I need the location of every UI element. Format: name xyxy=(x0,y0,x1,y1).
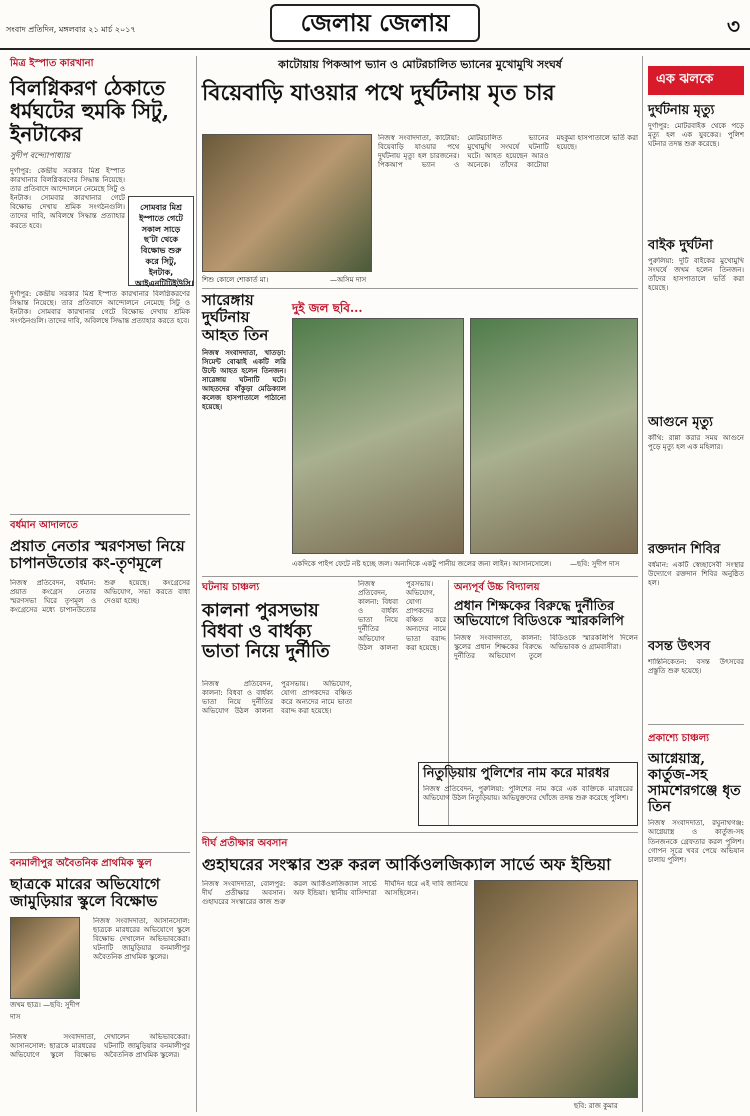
story-body: নিজস্ব প্রতিবেদন, কালনা: বিধবা ও বার্ধক্য ভাতা নিয়ে দুর্নীতির অভিযোগ উঠল কালনা পুরসভায়। অভিযোগ, যোগ্য প্রাপকদের বঞ্চিত করে অন্যদের নামে ভাতা বরাদ্দ করা হয়েছে। xyxy=(202,680,352,716)
story-headline[interactable]: প্রয়াত নেতার স্মরণসভা নিয়ে চাপানউতোর কং-তৃণমূলে xyxy=(10,537,185,573)
headmaster-story xyxy=(454,580,638,746)
story-body: নিজস্ব সংবাদদাতা, রঘুনাথগঞ্জ: আগ্নেয়াস্ত্র ও কার্তুজ-সহ তিনজনকে গ্রেফতার করল পুলিশ। গোপন সূত্রে খবর পেয়ে অভিযান চালায় পুলিশ। xyxy=(648,819,744,864)
story-headline[interactable]: ছাত্রকে মারের অভিযোগে জামুড়িয়ার স্কুলে বিক্ষোভ xyxy=(10,875,160,911)
photo-caption: জখম ছাত্র। —ছবি: সুদীপ দাস xyxy=(10,1000,80,1021)
brief-text: পুরুলিয়া: দুটি বাইকের মুখোমুখি সংঘর্ষে জখম হলেন তিনজন। তাঁদের হাসপাতালে ভর্তি করা হয়েছে। xyxy=(648,257,744,293)
brief-title[interactable]: বসন্ত উৎসব xyxy=(648,639,711,654)
story-divider xyxy=(648,724,744,725)
brief-text: দুর্গাপুর: মোটরবাইক থেকে পড়ে মৃত্যু হল এক যুবকের। পুলিশ ঘটনার তদন্ত শুরু করেছে। xyxy=(648,122,744,149)
story-headline[interactable]: কালনা পুরসভায় বিধবা ও বার্ধক্য ভাতা নিয়ে দুর্নীতি xyxy=(202,600,330,663)
brief-item xyxy=(648,637,744,718)
right-column xyxy=(648,56,744,989)
brief-text: শান্তিনিকেতন: বসন্ত উৎসবের প্রস্তুতি শুরু হয়েছে। xyxy=(648,658,744,676)
story-divider xyxy=(202,832,638,833)
story-body-cont: নিজস্ব সংবাদদাতা, আসানসোল: ছাত্রকে মারধরের অভিযোগে স্কুলে বিক্ষোভ দেখালেন অভিভাবকেরা। ঘটনাটি জামুড়িয়ার বনমালীপুর অবৈতনিক প্রাথমিক স্কুলের। xyxy=(10,1032,190,1059)
photo-feature-title: দুই জল ছবি... xyxy=(292,301,363,315)
story-body: নিজস্ব প্রতিবেদন, পুরুলিয়া: পুলিশের নাম করে এক ব্যক্তিকে মারধরের অভিযোগ উঠল নিতুড়িয়ায়। অভিযুক্তদের খোঁজে তদন্ত শুরু করেছে পুলিশ। xyxy=(423,784,633,803)
story-body: নিজস্ব সংবাদদাতা, কাটোয়া: বিয়েবাড়ি যাওয়ার পথে দুর্ঘটনায় মৃত্যু হল চারজনের। পিকআপ ভ্যান ও মোটরচালিত ভ্যানের মুখোমুখি সংঘর্ষে ঘটনাটি ঘটে। আহত হয়েছেন আরও অনেকে। তাঁদের কাটোয়া মহকুমা হাসপাতালে ভর্তি করা হয়েছে। xyxy=(378,134,638,170)
story-headline[interactable]: আগ্নেয়াস্ত্র, কার্তুজ-সহ সামশেরগঞ্জে ধৃত তিন xyxy=(648,751,741,816)
story-kicker: বনমালীপুর অবৈতনিক প্রাথমিক স্কুল xyxy=(10,858,152,869)
brief-item xyxy=(648,236,744,407)
center-column xyxy=(202,56,638,106)
story-body-cont: দুর্গাপুর: কেন্দ্রীয় সরকার মিশ্র ইস্পাত কারখানার বিলগ্নিকরণের সিদ্ধান্ত নিয়েছে। তার প্রতিবাদে আন্দোলনে নেমেছে সিটু ও ইনটাক। সোমবার কারখানার গেটে বিক্ষোভ দেখায় শ্রমিক সংগঠনগুলি। তাদের দাবি, অবিলম্বে সিদ্ধান্ত প্রত্যাহার করতে হবে। xyxy=(10,290,190,326)
story-headline[interactable]: নিতুড়িয়ায় পুলিশের নাম করে মারধর xyxy=(423,766,610,781)
column-rule xyxy=(642,56,643,1112)
brief-title[interactable]: বাইক দুর্ঘটনা xyxy=(648,238,713,253)
sarenga-story xyxy=(202,292,286,538)
column-rule xyxy=(196,56,197,1112)
brief-text: কাঁথি: রান্না করার সময় আগুনে পুড়ে মৃত্যু হল এক মহিলার। xyxy=(648,434,744,452)
brief-title[interactable]: আগুনে মৃত্যু xyxy=(648,415,713,430)
photo-caption: শিশু কোলে শোকার্ত মা। xyxy=(202,276,269,284)
water-pipe-photo xyxy=(292,318,464,554)
brief-item xyxy=(648,413,744,534)
story-headline[interactable]: বিলগ্নিকরণ ঠেকাতে ধর্মঘটের হুমকি সিটু, ইনটাকের xyxy=(10,76,169,146)
story-body: দুর্গাপুর: কেন্দ্রীয় সরকার মিশ্র ইস্পাত কারখানার বিলগ্নিকরণের সিদ্ধান্ত নিয়েছে। তার প্রতিবাদে আন্দোলনে নেমেছে সিটু ও ইনটাক। সোমবার কারখানার গেটে বিক্ষোভ দেখায় শ্রমিক সংগঠনগুলি। তাদের দাবি, অবিলম্বে সিদ্ধান্ত প্রত্যাহার করতে হবে। xyxy=(10,167,125,230)
story-kicker: প্রকাশ্যে চাঞ্চল্য xyxy=(648,733,710,744)
left-story-2 xyxy=(10,518,190,839)
brief-text: বর্ধমান: একটি স্বেচ্ছাসেবী সংস্থার উদ্যোগে রক্তদান শিবির অনুষ্ঠিত হল। xyxy=(648,561,744,588)
story-body: নিজস্ব সংবাদদাতা, বোলপুর: দীর্ঘ প্রতীক্ষার অবসান। গুহাঘরের সংস্কারের কাজ শুরু করল আর্কিওলজিক্যাল সার্ভে অফ ইন্ডিয়া। স্থানীয় বাসিন্দারা দীর্ঘদিন ধরে এই দাবি জানিয়ে আসছিলেন। xyxy=(202,880,468,907)
lead-headline[interactable]: বিয়েবাড়ি যাওয়ার পথে দুর্ঘটনায় মৃত চার xyxy=(202,80,555,106)
story-kicker: বর্ধমান আদালতে xyxy=(10,520,78,531)
accident-photo xyxy=(202,134,372,272)
story-body-cont: নিজস্ব প্রতিবেদন, কালনা: বিধবা ও বার্ধক্য ভাতা নিয়ে দুর্নীতির অভিযোগ উঠল কালনা পুরসভায়। অভিযোগ, যোগ্য প্রাপকদের বঞ্চিত করে অন্যদের নামে ভাতা বরাদ্দ করা হয়েছে। xyxy=(358,580,446,652)
story-divider xyxy=(10,852,190,853)
story-kicker: ঘটনায় চাঞ্চল্য xyxy=(202,582,260,593)
masthead xyxy=(0,0,750,50)
pull-quote: সোমবার মিশ্র ইস্পাতে গেটে সকাল সাড়ে ছ'টা থেকে বিক্ষোভ শুরু করে সিটু, ইনটাক, আইএনটিটিইউসি। xyxy=(128,196,194,286)
story-divider xyxy=(10,514,190,515)
photo-credit: —অসিম দাস xyxy=(330,276,367,284)
story-headline[interactable]: গুহাঘরের সংস্কার শুরু করল আর্কিওলজিক্যাল সার্ভে অফ ইন্ডিয়া xyxy=(202,855,611,874)
cave-house-photo xyxy=(474,880,638,1098)
section-title: জেলায় জেলায় xyxy=(270,4,480,42)
brief-list xyxy=(648,101,744,718)
story-kicker: অন্যপূর্ব উচ্চ বিদ্যালয় xyxy=(454,582,540,593)
kalna-story xyxy=(202,580,352,663)
photo-credit: ছবি: রাজ কুমার xyxy=(574,1102,618,1110)
brief-header: এক ঝলকে xyxy=(648,66,744,95)
story-kicker: দীর্ঘ প্রতীক্ষার অবসান xyxy=(202,838,288,849)
story-body: নিজস্ব সংবাদদাতা, আসানসোল: ছাত্রকে মারধরের অভিযোগে স্কুলে বিক্ষোভ দেখালেন অভিভাবকেরা। ঘটনাটি জামুড়িয়ার বনমালীপুর অবৈতনিক প্রাথমিক স্কুলের। xyxy=(92,916,190,961)
story-body: নিজস্ব প্রতিবেদন, বর্ধমান: প্রয়াত কংগ্রেস নেতার স্মরণসভা ঘিরে তৃণমূল ও কংগ্রেসের মধ্যে চাপানউতোর শুরু হয়েছে। কংগ্রেসের অভিযোগ, সভা করতে বাধা দেওয়া হচ্ছে। xyxy=(10,578,190,614)
brief-item xyxy=(648,101,744,230)
page-number: ৩ xyxy=(726,14,740,38)
story-body: নিজস্ব সংবাদদাতা, খাতড়া: সিমেন্ট বোঝাই একটি লরি উল্টে আহত হলেন তিনজন। সারেঙ্গায় ঘটনাটি ঘটে। আহতদের বাঁকুড়া মেডিক্যাল কলেজ হাসপাতালে পাঠানো হয়েছে। xyxy=(202,347,286,412)
issue-date: সংবাদ প্রতিদিন, মঙ্গলবার ২১ মার্চ ২০১৭ xyxy=(6,25,136,34)
asi-story xyxy=(202,836,638,874)
story-divider xyxy=(202,576,638,577)
story-divider xyxy=(202,288,638,289)
story-strap: কাটোয়ায় পিকআপ ভ্যান ও মোটরচালিত ভ্যানের মুখোমুখি সংঘর্ষ xyxy=(278,58,562,71)
brief-title[interactable]: রক্তদান শিবির xyxy=(648,542,721,557)
story-body: নিজস্ব সংবাদদাতা, কালনা: স্কুলের প্রধান শিক্ষকের বিরুদ্ধে দুর্নীতির অভিযোগ তুলে বিডিওকে স্মারকলিপি দিলেন অভিভাবক ও গ্রামবাসীরা। xyxy=(454,633,638,661)
story-headline[interactable]: সারেঙ্গায় দুর্ঘটনায় আহত তিন xyxy=(202,291,269,344)
story-kicker: মিত্র ইস্পাত কারখানা xyxy=(10,58,94,69)
nituria-story xyxy=(418,762,638,826)
brief-title[interactable]: দুর্ঘটনায় মৃত্যু xyxy=(648,103,715,118)
brief-item xyxy=(648,540,744,631)
photo-caption: একদিকে পাইপ ফেটে নষ্ট হচ্ছে জল। অন্যদিকে একটু পানীয় জলের জন্য লাইন। আসানসোলে। xyxy=(292,560,552,568)
water-queue-photo xyxy=(470,318,638,554)
photo-credit: —ছবি: সুদীপ দাস xyxy=(570,560,620,568)
story-headline[interactable]: প্রধান শিক্ষকের বিরুদ্ধে দুর্নীতির অভিযোগে বিডিওকে স্মারকলিপি xyxy=(454,599,624,629)
left-story-3 xyxy=(10,856,190,1093)
child-photo xyxy=(10,917,80,999)
byline: সুদীপ বন্দ্যোপাধ্যায় xyxy=(10,151,71,160)
